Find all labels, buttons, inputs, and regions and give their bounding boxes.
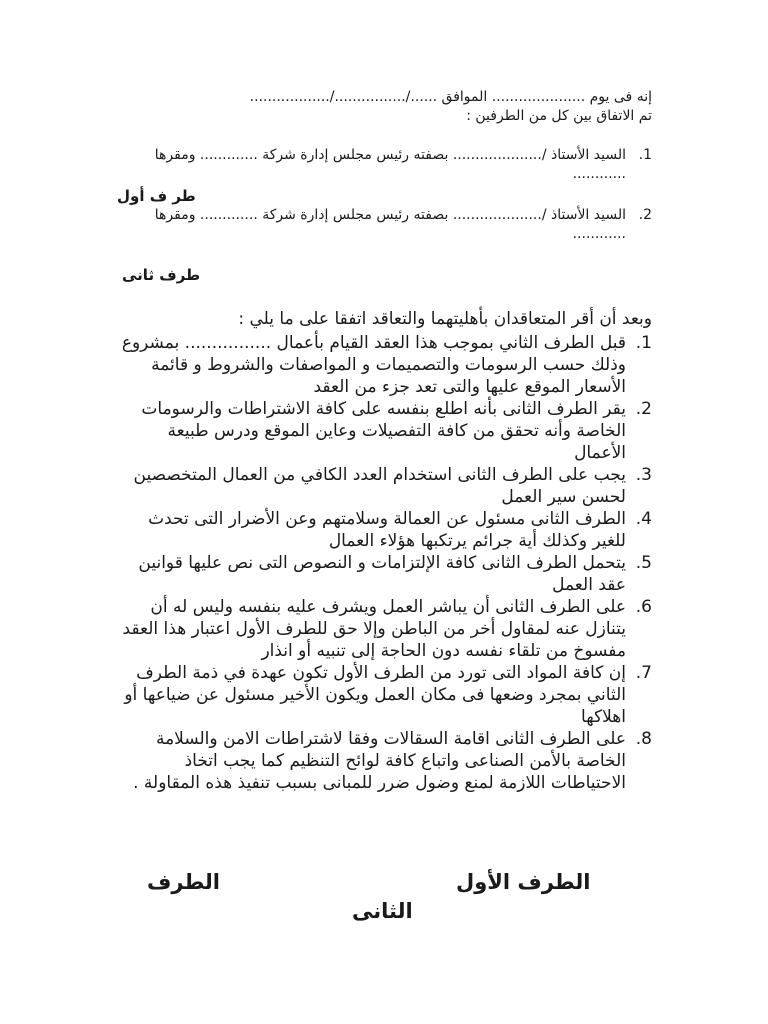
clause-item <box>120 728 652 794</box>
intro-agreement-line: تم الاتفاق بين كل من الطرفين : <box>466 108 652 124</box>
first-party-signature: الطرف الأول <box>456 870 591 894</box>
clause-text: قبل الطرف الثاني بموجب هذا العقد القيام بأعمال ................ بمشروع وذلك حسب الرسومات والتصميمات و المواصفات والشروط و قائمة الأسعار الموقع عليها والتى تعد جزء من العقد <box>121 333 626 397</box>
party-text: السيد الأستاذ /.................... بصفته رئيس مجلس إدارة شركة ............. ومقرها ............ <box>154 147 626 182</box>
clause-number: 8. <box>635 729 652 749</box>
party-item <box>110 206 652 244</box>
party-number: 1. <box>638 147 652 163</box>
clause-number: 1. <box>635 333 652 353</box>
clause-text: يتحمل الطرف الثانى كافة الإلتزامات و النصوص التى نص عليها قوانين عقد العمل <box>138 553 626 595</box>
lead-paragraph: وبعد أن أقر المتعاقدان بأهليتهما والتعاقد اتفقا على ما يلي : <box>238 309 652 329</box>
clause-item <box>120 398 652 464</box>
clause-text: إن كافة المواد التى تورد من الطرف الأول تكون عهدة في ذمة الطرف الثاني بمجرد وضعها فى مكان العمل ويكون الأخير مسئول عن ضياعها أو اهلاكها <box>124 663 626 727</box>
clause-item <box>120 464 652 508</box>
first-party-label: طر ف أول <box>117 187 196 205</box>
clause-number: 4. <box>635 509 652 529</box>
intro-date-line: إنه فى يوم ..................... الموافق ....../................/.................. <box>249 89 652 105</box>
intro <box>110 88 652 126</box>
clause-number: 5. <box>635 553 652 573</box>
clause-text: الطرف الثانى مسئول عن العمالة وسلامتهم وعن الأضرار التى تحدث للغير وكذلك أية جرائم يرتكبها هؤلاء العمال <box>148 509 626 551</box>
clause-text: يجب على الطرف الثانى استخدام العدد الكافي من العمال المتخصصين لحسن سير العمل <box>133 465 626 507</box>
clause-item <box>120 662 652 728</box>
clause-item <box>120 552 652 596</box>
clause-item <box>120 596 652 662</box>
clause-number: 6. <box>635 597 652 617</box>
clause-text: يقر الطرف الثانى بأنه اطلع بنفسه على كافة الاشتراطات والرسومات الخاصة وأنه تحقق من كافة التفصيلات وعاين الموقع ودرس طبيعة الأعمال <box>141 399 626 463</box>
clause-item <box>120 332 652 398</box>
clause-number: 7. <box>635 663 652 683</box>
clause-number: 3. <box>635 465 652 485</box>
second-party-label: طرف ثانى <box>122 266 201 284</box>
second-party-signature-cont: الثانى <box>352 899 413 923</box>
clause-text: على الطرف الثانى أن يباشر العمل ويشرف عليه بنفسه وليس له أن يتنازل عنه لمقاول أخر من الباطن وإلا حق للطرف الأول اعتبار هذا العقد مفسوخ من تلقاء نفسه دون الحاجة إلى تنبيه أو انذار <box>122 597 626 661</box>
clause-text: على الطرف الثانى اقامة السقالات وفقا لاشتراطات الامن والسلامة الخاصة بالأمن الصناعى واتباع كافة لوائح التنظيم كما يجب اتخاذ الاحتياطات اللازمة لمنع وضول ضرر للمبانى بسبب تنفيذ هذه المقاولة . <box>133 729 626 793</box>
party-number: 2. <box>638 207 652 223</box>
clauses-list <box>120 332 652 794</box>
second-party-signature: الطرف <box>147 870 220 894</box>
clause-number: 2. <box>635 399 652 419</box>
clause-item <box>120 508 652 552</box>
party-text: السيد الأستاذ /.................... بصفته رئيس مجلس إدارة شركة ............. ومقرها ............ <box>154 207 626 242</box>
party-item <box>110 146 652 184</box>
